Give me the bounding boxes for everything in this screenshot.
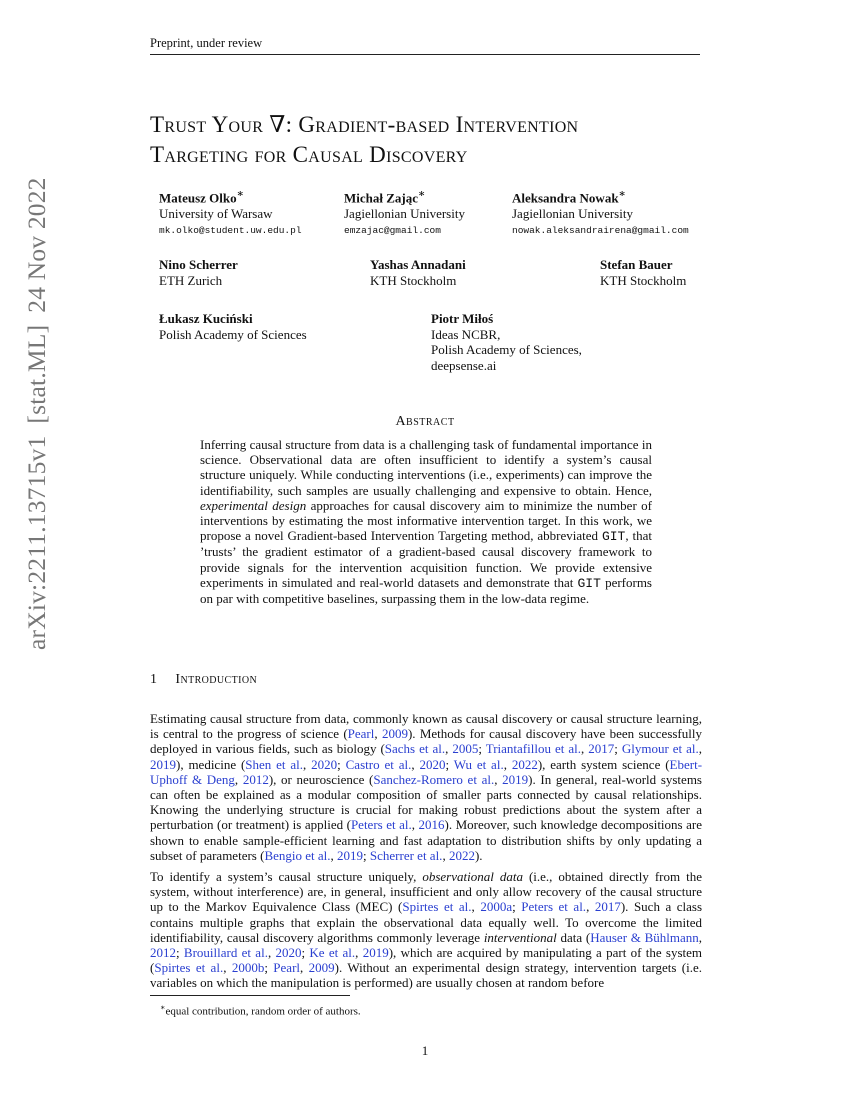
author-block [159, 187, 302, 239]
citation-link[interactable]: Spirtes et al. [402, 899, 472, 915]
author-name: Nino Scherrer [159, 257, 238, 272]
author-name: Michał Zając [344, 190, 419, 206]
citation-year-link[interactable]: 2017 [588, 741, 615, 757]
author-block [431, 311, 582, 373]
citation-year-link[interactable]: 2020 [275, 945, 302, 961]
citation-year-link[interactable]: 2020 [311, 756, 338, 772]
abstract-body: Inferring causal structure from data is a challenging task of fundamental importance in science. Observational data are often insufficient to identify a system’s causal structure uniquely. While conducting interventions (i.e., experiments) can improve the identifiability, such samples are usually challenging and expensive to obtain. Hence, experimental design approaches for causal discovery aim to minimize the number of interventions by estimating the most informative intervention target. In this work, we propose a novel Gradient-based Intervention Targeting method, abbreviated GIT, that ’trusts’ the gradient estimator of a gradient-based causal discovery framework to provide signals for the intervention acquisition function. We provide extensive experiments in simulated and real-world datasets and demonstrate that GIT performs on par with competitive baselines, surpassing them in the low-data regime. [200, 437, 652, 607]
citation-link[interactable]: Castro et al. [345, 756, 412, 772]
citation-year-link[interactable]: 2017 [594, 899, 621, 915]
footnote-rule [150, 995, 350, 996]
citation-year-link[interactable]: 2000b [231, 960, 265, 976]
citation-year-link[interactable]: 2019 [502, 771, 529, 787]
footnote [160, 1003, 361, 1018]
citation-year-link[interactable]: 2022 [448, 847, 475, 863]
citation-link[interactable]: Spirtes et al. [154, 960, 224, 976]
abstract-heading: Abstract [395, 414, 455, 429]
author-block [159, 311, 307, 342]
author-name: Piotr Miłoś [431, 311, 494, 326]
author-name: Yashas Annadani [370, 257, 466, 272]
author-block [344, 187, 465, 239]
abstract-emphasis: experimental design [200, 497, 307, 513]
citation-link[interactable]: Sachs et al. [384, 741, 446, 757]
arxiv-id[interactable]: arXiv:2211.13715v1 [22, 435, 51, 650]
citation-link[interactable]: Wu et al. [453, 756, 504, 772]
arxiv-category: [stat.ML] [22, 324, 51, 424]
section-heading [150, 672, 257, 688]
arxiv-date: 24 Nov 2022 [22, 177, 51, 313]
section-title: Introduction [175, 672, 258, 687]
citation-year-link[interactable]: 2022 [511, 756, 538, 772]
paragraph: Estimating causal structure from data, commonly known as causal discovery or causal structure learning, is central to the progress of science (Pearl, 2009). Methods for causal discovery have been successfully deployed in various fields, such as biology (Sachs et al., 2005; Triantafillou et al., 2017; Glymour et al., 2019), medicine (Shen et al., 2020; Castro et al., 2020; Wu et al., 2022), earth system science (Ebert-Uphoff & Deng, 2012), or neuroscience (Sanchez-Romero et al., 2019). In general, real-world systems can often be explained as a modular composition of smaller parts connected by causal relationships. Knowing the underlying structure is crucial for making robust predictions about the system after a perturbation (or treatment) is applied (Peters et al., 2016). Moreover, such knowledge decompositions are shown to enable sample-efficient learning and fast adaptation to distribution shifts by only updating a subset of parameters (Bengio et al., 2019; Scherrer et al., 2022). [150, 711, 703, 863]
citation-year-link[interactable]: 2019 [337, 847, 364, 863]
citation-year-link[interactable]: 2012 [242, 771, 269, 787]
citation-year-link[interactable]: 2012 [150, 945, 176, 961]
citation-link[interactable]: Peters et al. [350, 817, 412, 833]
citation-link[interactable]: Peters et al. [521, 899, 587, 915]
header-rule [150, 54, 700, 55]
citation-year-link[interactable]: 2009 [381, 726, 408, 742]
author-name: Aleksandra Nowak [512, 190, 619, 206]
title-line-1: Trust Your ∇: Gradient-based Intervention [150, 112, 579, 137]
citation-link[interactable]: Triantafillou et al. [485, 741, 581, 757]
emphasis: interventional [483, 929, 557, 945]
author-block [370, 257, 466, 288]
page-number: 1 [421, 1043, 429, 1058]
running-header: Preprint, under review [150, 36, 263, 50]
emphasis: observational data [422, 869, 523, 884]
citation-link[interactable]: Sanchez-Romero et al. [373, 771, 495, 787]
citation-link[interactable]: Scherrer et al. [369, 847, 443, 863]
citation-year-link[interactable]: 2019 [150, 756, 176, 772]
author-affiliation: Ideas NCBR, [431, 326, 501, 342]
method-name-code: GIT [601, 529, 626, 545]
citation-year-link[interactable]: 2016 [418, 817, 445, 833]
author-email[interactable]: nowak.aleksandrairena@gmail.com [512, 225, 689, 237]
author-affiliation: Polish Academy of Sciences, [431, 342, 582, 357]
citation-year-link[interactable]: 2009 [308, 960, 335, 976]
author-email[interactable]: emzajac@gmail.com [344, 225, 441, 237]
author-block [600, 257, 686, 288]
author-affiliation: KTH Stockholm [370, 272, 457, 288]
footnote-text: equal contribution, random order of authors. [165, 1005, 361, 1018]
citation-link[interactable]: Glymour et al. [621, 741, 699, 757]
paragraph: To identify a system’s causal structure uniquely, observational data (i.e., obtained directly from the system, without interference) are, in general, insufficient and only allow recovery of the causal structure up to the Markov Equivalence Class (MEC) (Spirtes et al., 2000a; Peters et al., 2017). Such a class contains multiple graphs that explain the observational data equally well. To overcome the limited identifiability, causal discovery algorithms commonly leverage interventional data (Hauser & Bühlmann, 2012; Brouillard et al., 2020; Ke et al., 2019), which are acquired by manipulating a part of the system (Spirtes et al., 2000b; Pearl, 2009). Without an experimental design strategy, intervention targets (i.e. variables on which the manipulation is performed) are usually chosen at random before [150, 869, 703, 991]
citation-year-link[interactable]: 2000a [480, 899, 513, 915]
citation-link[interactable]: Ke et al. [309, 945, 356, 961]
paper-title [150, 110, 710, 170]
method-name-code: GIT [577, 575, 601, 591]
citation-link[interactable]: Shen et al. [245, 756, 304, 772]
citation-link[interactable]: Pearl [273, 960, 301, 976]
author-name: Łukasz Kuciński [159, 311, 253, 326]
author-affiliation: University of Warsaw [159, 205, 273, 221]
title-line-2: Targeting for Causal Discovery [150, 142, 468, 167]
footnote-mark: ∗ [160, 1003, 166, 1012]
author-affiliation: Polish Academy of Sciences [159, 326, 307, 342]
citation-link[interactable]: Ebert-Uphoff & Deng [150, 756, 703, 787]
citation-link[interactable]: Hauser & Bühlmann [590, 929, 699, 945]
equal-contribution-mark: ∗ [236, 188, 245, 200]
section-number: 1 [150, 672, 158, 687]
citation-year-link[interactable]: 2020 [419, 756, 446, 772]
citation-year-link[interactable]: 2005 [452, 741, 479, 757]
equal-contribution-mark: ∗ [618, 188, 627, 200]
author-block [512, 187, 689, 239]
citation-link[interactable]: Brouillard et al. [183, 945, 268, 961]
author-affiliation: deepsense.ai [431, 357, 497, 373]
author-block [159, 257, 238, 288]
equal-contribution-mark: ∗ [418, 188, 426, 200]
citation-link[interactable]: Bengio et al. [264, 847, 331, 863]
author-affiliation: ETH Zurich [159, 272, 223, 288]
citation-link[interactable]: Pearl [347, 726, 375, 742]
author-affiliation: Jagiellonian University [512, 205, 633, 221]
author-affiliation: Jagiellonian University [344, 205, 465, 221]
author-affiliation: KTH Stockholm [600, 272, 687, 288]
author-name: Mateusz Olko [159, 190, 237, 206]
citation-year-link[interactable]: 2019 [362, 945, 389, 961]
author-email[interactable]: mk.olko@student.uw.edu.pl [159, 225, 302, 237]
author-name: Stefan Bauer [600, 257, 673, 272]
